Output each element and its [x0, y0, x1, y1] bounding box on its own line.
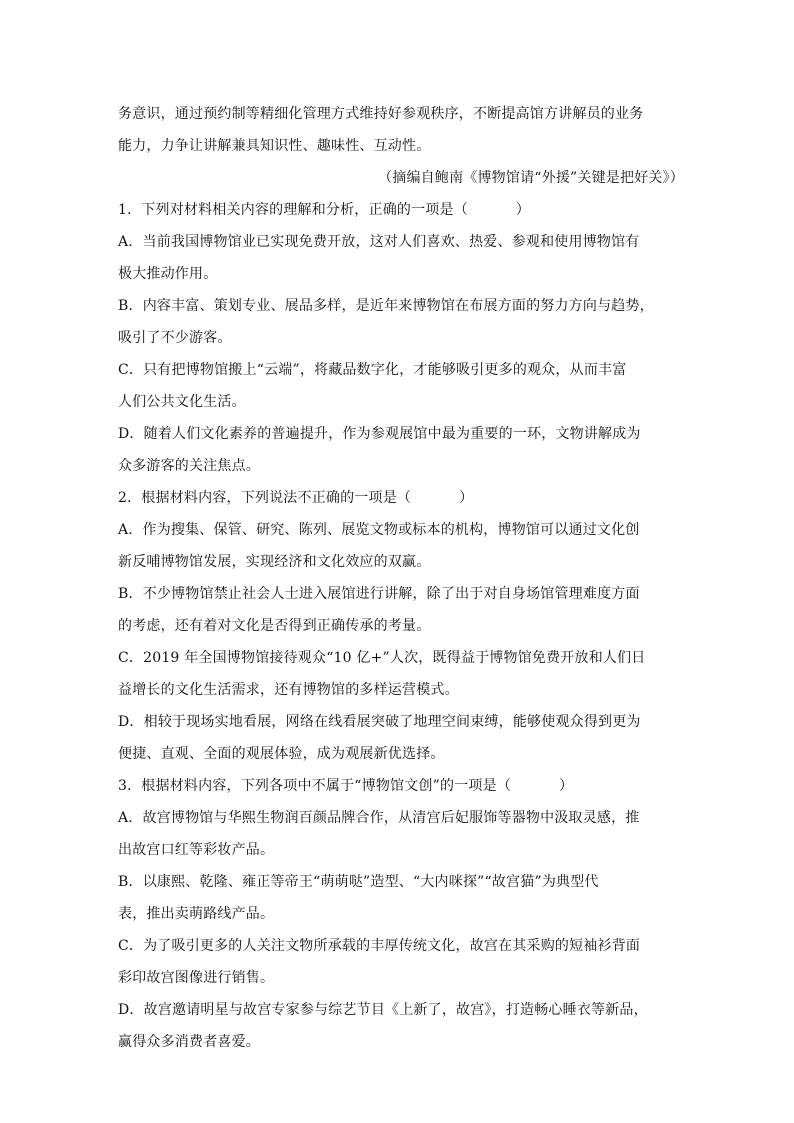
- option-line: 益增长的文化生活需求，还有博物馆的多样运营模式。: [118, 682, 459, 698]
- option-line: 便捷、直观、全面的观展体验，成为观展新优选择。: [118, 746, 445, 762]
- option-b: [118, 866, 684, 930]
- option-d: [118, 418, 684, 482]
- option-line: A．故宫博物馆与华熙生物润百颜品牌合作，从清宫后妃服饰等器物中汲取灵感，推: [118, 810, 640, 826]
- text-line: 务意识，通过预约制等精细化管理方式维持好参观秩序，不断提高馆方讲解员的业务: [118, 106, 644, 122]
- question-stem: 1．下列对材料相关内容的理解和分析，正确的一项是（ ）: [118, 202, 531, 218]
- option-line: 众多游客的关注焦点。: [118, 458, 260, 474]
- option-line: A．当前我国博物馆业已实现免费开放，这对人们喜欢、热爱、参观和使用博物馆有: [118, 234, 640, 250]
- option-line: 彩印故宫图像进行销售。: [118, 970, 275, 986]
- option-line: D．故宫邀请明星与故宫专家参与综艺节目《上新了，故宫》，打造畅心睡衣等新品，: [118, 1002, 648, 1018]
- option-a: [118, 514, 684, 578]
- option-line: A．作为搜集、保管、研究、陈列、展览文物或标本的机构，博物馆可以通过文化创: [118, 522, 640, 538]
- question-1: [118, 194, 684, 482]
- option-line: C．为了吸引更多的人关注文物所承载的丰厚传统文化，故宫在其采购的短袖衫背面: [118, 938, 641, 954]
- option-line: C．只有把博物馆搬上“云端”，将藏品数字化，才能够吸引更多的观众，从而丰富: [118, 362, 627, 378]
- option-a: [118, 226, 684, 290]
- option-d: [118, 994, 684, 1058]
- question-3: [118, 770, 684, 1058]
- option-line: D．随着人们文化素养的普遍提升，作为参观展馆中最为重要的一环，文物讲解成为: [118, 426, 641, 442]
- option-line: 极大推动作用。: [118, 266, 218, 282]
- option-b: [118, 578, 684, 642]
- option-c: [118, 354, 684, 418]
- option-a: [118, 802, 684, 866]
- option-line: 吸引了不少游客。: [118, 330, 232, 346]
- option-line: 赢得众多消费者喜爱。: [118, 1034, 260, 1050]
- question-2: [118, 482, 684, 770]
- option-line: B．不少博物馆禁止社会人士进入展馆进行讲解，除了出于对自身场馆管理难度方面: [118, 586, 640, 602]
- option-line: D．相较于现场实地看展，网络在线看展突破了地理空间束缚，能够使观众得到更为: [118, 714, 641, 730]
- option-line: C．2019 年全国博物馆接待观众“10 亿+”人次，既得益于博物馆免费开放和人们日: [118, 650, 646, 666]
- option-c: [118, 930, 684, 994]
- option-line: B．以康熙、乾隆、雍正等帝王“萌萌哒”造型、“大内咪探”“故宫猫”为典型代: [118, 874, 599, 890]
- option-c: [118, 642, 684, 706]
- option-line: B．内容丰富、策划专业、展品多样，是近年来博物馆在布展方面的努力方向与趋势，: [118, 298, 654, 314]
- source-citation: （摘编自鲍南《博物馆请“外援”关键是把好关》）: [378, 170, 684, 186]
- question-stem: 3．根据材料内容，下列各项中不属于“博物馆文创”的一项是（ ）: [118, 778, 574, 794]
- option-line: 表，推出卖萌路线产品。: [118, 906, 275, 922]
- text-line: 能力，力争让讲解兼具知识性、趣味性、互动性。: [118, 138, 431, 154]
- question-stem: 2．根据材料内容，下列说法不正确的一项是（ ）: [118, 490, 474, 506]
- option-line: 人们公共文化生活。: [118, 394, 246, 410]
- option-b: [118, 290, 684, 354]
- option-line: 的考虑，还有着对文化是否得到正确传承的考量。: [118, 618, 431, 634]
- intro-paragraph: [118, 98, 684, 162]
- option-line: 出故宫口红等彩妆产品。: [118, 842, 275, 858]
- option-d: [118, 706, 684, 770]
- option-line: 新反哺博物馆发展，实现经济和文化效应的双赢。: [118, 554, 431, 570]
